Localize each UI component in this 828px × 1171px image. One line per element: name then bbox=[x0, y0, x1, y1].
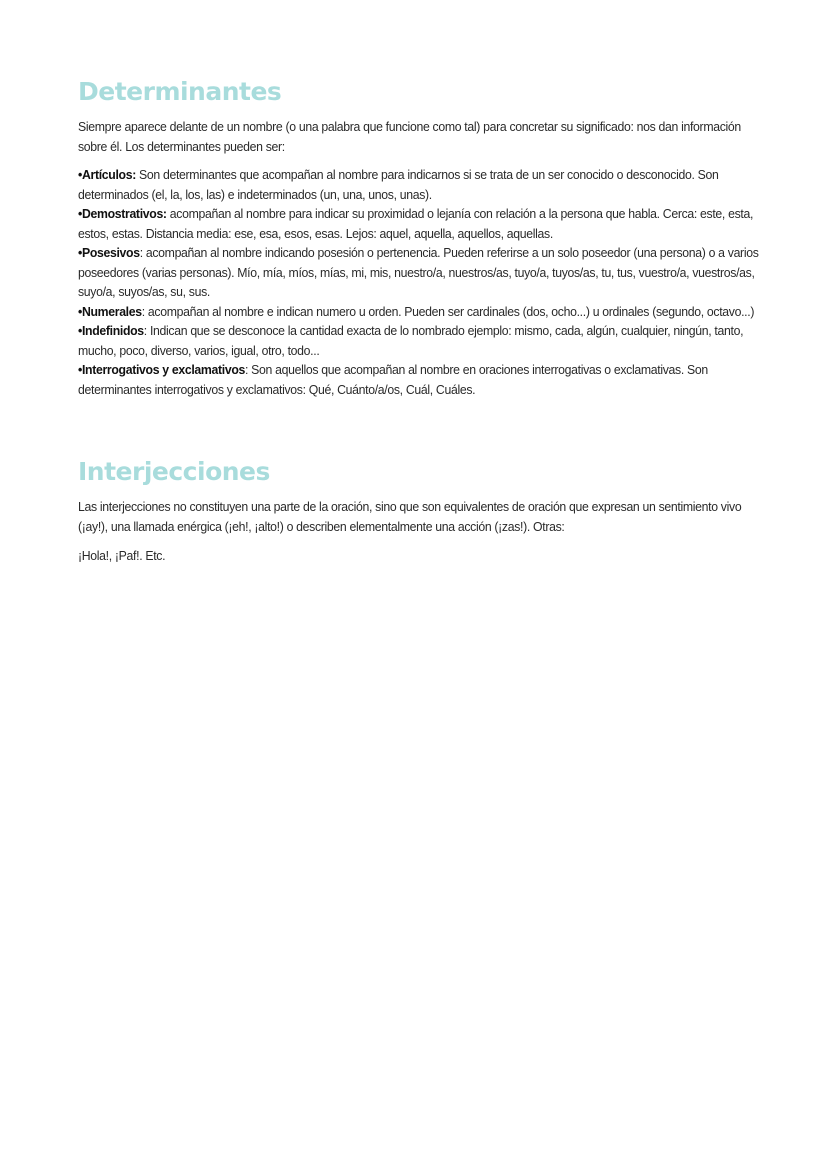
term-description: : acompañan al nombre e indican numero u orden. Pueden ser cardinales (dos, ocho...) u ordinales (segundo, octavo...) bbox=[141, 303, 755, 319]
term-description: acompañan al nombre para indicar su proximidad o lejanía con relación a la persona que habla. Cerca: este, esta, estos, estas. Distancia media: ese, esa, esos, esas. Lejos: aquel, aquella, aquellos, aquellas. bbox=[78, 206, 754, 241]
term-label: •Posesivos bbox=[78, 245, 140, 260]
list-item-indefinidos bbox=[78, 321, 762, 360]
determinantes-list bbox=[78, 165, 762, 399]
term-description: : acompañan al nombre indicando posesión o pertenencia. Pueden referirse a un solo poseedor (una persona) o a varios poseedores (varias personas). Mío, mía, míos, mías, mi, mis, nuestro/a, nuestros/as, tuyo/a, tuyos/as, tu, tus, vuestro/a, vuestros/as, suyo/a, suyos/as, su, sus. bbox=[78, 245, 759, 299]
list-item-posesivos bbox=[78, 243, 762, 302]
list-item-demostrativos bbox=[78, 204, 762, 243]
term-label: •Artículos: bbox=[78, 167, 136, 182]
term-description: : Indican que se desconoce la cantidad exacta de lo nombrado ejemplo: mismo, cada, algún, cualquier, ningún, tanto, mucho, poco, diverso, varios, igual, otro, todo... bbox=[78, 323, 744, 358]
list-item-interrogativos bbox=[78, 360, 762, 399]
term-description: Son determinantes que acompañan al nombre para indicarnos si se trata de un ser conocido o desconocido. Son determinados (el, la, los, las) e indeterminados (un, una, unos, unas). bbox=[78, 167, 719, 202]
term-label: •Indefinidos bbox=[78, 323, 144, 338]
section-title-interjecciones: Interjecciones bbox=[78, 457, 270, 486]
interjecciones-body: Las interjecciones no constituyen una parte de la oración, sino que son equivalentes de oración que expresan un sentimiento vivo (¡ay!), una llamada enérgica (¡eh!, ¡alto!) o describen elementalmente una acción (¡zas!). Otras: bbox=[78, 499, 742, 534]
term-label: •Numerales bbox=[78, 303, 142, 319]
list-item-articulos bbox=[78, 165, 762, 204]
term-description: : Son aquellos que acompañan al nombre en oraciones interrogativas o exclamativas. Son determinantes interrogativos y exclamativos: Qué, Cuánto/a/os, Cuál, Cuáles. bbox=[78, 362, 708, 397]
determinantes-intro: Siempre aparece delante de un nombre (o una palabra que funcione como tal) para concretar su significado: nos dan información sobre él. Los determinantes pueden ser: bbox=[78, 119, 741, 154]
list-item-numerales bbox=[78, 302, 762, 322]
term-label: •Interrogativos y exclamativos bbox=[78, 362, 245, 377]
term-label: •Demostrativos: bbox=[78, 206, 167, 221]
interjecciones-examples: ¡Hola!, ¡Paf!. Etc. bbox=[78, 548, 166, 563]
section-title-determinantes: Determinantes bbox=[78, 77, 282, 106]
